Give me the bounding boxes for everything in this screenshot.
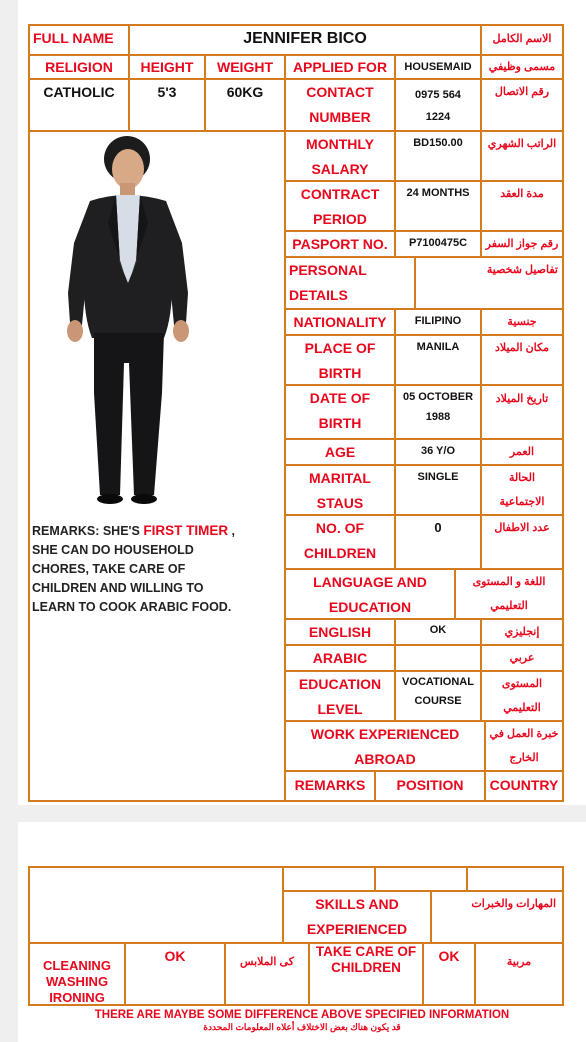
age-ar: العمر <box>509 446 535 458</box>
full-name-value: JENNIFER BICO <box>243 30 367 47</box>
arabic-label-cell <box>284 644 396 672</box>
pob-value: MANILA <box>416 341 460 353</box>
age-ar-cell <box>480 438 564 466</box>
passport-value-cell <box>394 230 482 258</box>
dob-value-line2: 1988 <box>425 411 451 423</box>
applied-for-value: HOUSEMAID <box>404 61 472 73</box>
dob-value-line1: 05 OCTOBER <box>402 391 474 403</box>
personal-ar-cell <box>414 256 564 310</box>
photo-left-shoe <box>97 494 123 504</box>
age-label: AGE <box>324 444 356 460</box>
photo-trousers <box>94 333 164 495</box>
remarks-col-cell <box>284 770 376 802</box>
p2-left-empty-cell <box>28 866 284 944</box>
country-col-cell <box>484 770 564 802</box>
full-name-ar-cell <box>480 24 564 56</box>
skills-label-cell <box>282 890 432 944</box>
pob-value-cell <box>394 334 482 386</box>
photo-right-hand <box>173 320 189 342</box>
children-value-cell <box>394 514 482 570</box>
footer-ar: قد يكون هناك بعض الاختلاف أعلاه المعلومات المحددة <box>203 1022 401 1032</box>
remarks-highlight: FIRST TIMER <box>143 523 229 538</box>
salary-ar: الراتب الشهري <box>487 138 557 150</box>
marital-value: SINGLE <box>417 471 459 483</box>
education-value-line1: VOCATIONAL <box>402 676 474 688</box>
dob-value-cell <box>394 384 482 440</box>
cleaning-label-line2: WASHING <box>45 974 109 989</box>
ironing-ar: كى الملابس <box>240 956 294 968</box>
lang-edu-ar-line2: التعليمي <box>490 600 528 612</box>
take-care-value: OK <box>438 948 460 964</box>
marital-ar-cell <box>480 464 564 516</box>
children-label-line2: CHILDREN <box>303 545 377 561</box>
marital-label-line2: STAUS <box>316 495 364 511</box>
contract-ar-cell <box>480 180 564 232</box>
dob-label-line1: DATE OF <box>309 390 371 406</box>
pob-label-cell <box>284 334 396 386</box>
full-name-label: FULL NAME <box>33 30 114 46</box>
work-ar-cell <box>484 720 564 772</box>
contract-label-line1: CONTRACT <box>300 186 380 202</box>
pob-ar: مكان الميلاد <box>494 342 549 354</box>
contact-label-line2: NUMBER <box>309 109 371 125</box>
english-value-cell <box>394 618 482 646</box>
salary-value: BD150.00 <box>413 137 463 149</box>
work-label-cell <box>284 720 486 772</box>
english-ar-cell <box>480 618 564 646</box>
remarks-prefix: REMARKS: SHE'S <box>32 524 144 538</box>
personal-label-line2: DETAILS <box>289 287 348 303</box>
education-ar-line1: المستوى <box>501 678 543 690</box>
cleaning-label-line1: CLEANING <box>43 958 111 973</box>
pob-ar-cell <box>480 334 564 386</box>
remarks-block <box>32 521 284 617</box>
remarks-line3: CHORES, TAKE CARE OF <box>32 562 186 576</box>
arabic-ar: عربي <box>509 652 535 664</box>
salary-label-line2: SALARY <box>311 161 369 177</box>
photo-left-hand <box>67 320 83 342</box>
education-value-line2: COURSE <box>414 695 462 707</box>
children-value: 0 <box>434 520 442 535</box>
contact-ar: رقم الاتصال <box>494 86 550 98</box>
applied-for-ar-cell <box>480 54 564 80</box>
pob-label-line2: BIRTH <box>318 365 362 381</box>
contact-label-cell <box>284 78 396 132</box>
weight-label: WEIGHT <box>217 59 273 75</box>
cleaning-value: OK <box>164 948 186 964</box>
applied-for-label-cell <box>284 54 396 80</box>
height-value-cell <box>128 78 206 132</box>
children-ar-cell <box>480 514 564 570</box>
english-value: OK <box>429 624 447 636</box>
dob-ar-cell <box>480 384 564 440</box>
education-label-cell <box>284 670 396 722</box>
salary-value-cell <box>394 130 482 182</box>
weight-value-cell <box>204 78 286 132</box>
age-value-cell <box>394 438 482 466</box>
remarks-col-header: REMARKS <box>294 777 366 793</box>
applied-for-ar: مسمى وظيفي <box>488 61 556 73</box>
education-ar-cell <box>480 670 564 722</box>
contact-value-line2: 1224 <box>425 111 451 123</box>
nationality-label: NATIONALITY <box>293 314 387 330</box>
skills-label-line2: EXPERIENCED <box>306 921 408 937</box>
salary-label-line1: MONTHLY <box>306 136 374 152</box>
contract-value: 24 MONTHS <box>406 187 470 199</box>
age-value: 36 Y/O <box>420 445 456 457</box>
nationality-value-cell <box>394 308 482 336</box>
children-ar: عدد الاطفال <box>494 522 550 534</box>
age-label-cell <box>284 438 396 466</box>
lang-edu-label-line2: EDUCATION <box>328 599 412 615</box>
contract-label-line2: PERIOD <box>313 211 367 227</box>
footer-en: THERE ARE MAYBE SOME DIFFERENCE ABOVE SPECIFIED INFORMATION <box>94 1009 510 1021</box>
english-label: ENGLISH <box>308 624 372 640</box>
applicant-photo <box>46 133 206 508</box>
lang-edu-ar-cell <box>454 568 564 620</box>
religion-label-cell <box>28 54 130 80</box>
dob-ar: تاريخ الميلاد <box>495 393 549 405</box>
contact-value-cell <box>394 78 482 132</box>
religion-value-cell <box>28 78 130 132</box>
passport-label: PASPORT NO. <box>292 236 388 252</box>
cleaning-label-line3: IRONING <box>49 990 105 1005</box>
applied-for-value-cell <box>394 54 482 80</box>
nationality-ar: جنسية <box>507 316 537 328</box>
remarks-line4: CHILDREN AND WILLING TO <box>32 581 204 595</box>
weight-label-cell <box>204 54 286 80</box>
religion-value: CATHOLIC <box>43 84 115 100</box>
children-label-cell <box>284 514 396 570</box>
p2-top-cell-b <box>374 866 468 892</box>
full-name-label-cell <box>28 24 130 56</box>
remarks-line1 <box>32 521 284 541</box>
photo-right-shoe <box>131 494 157 504</box>
height-label: HEIGHT <box>140 59 194 75</box>
marital-label-line1: MARITAL <box>309 470 371 486</box>
position-col-cell <box>374 770 486 802</box>
personal-ar: تفاصيل شخصية <box>486 264 558 276</box>
photo-neck <box>120 183 135 197</box>
passport-ar-cell <box>480 230 564 258</box>
p2-top-cell-a <box>282 866 376 892</box>
nationality-value: FILIPINO <box>414 315 462 327</box>
remarks-line2: SHE CAN DO HOUSEHOLD <box>32 543 194 557</box>
education-value-cell <box>394 670 482 722</box>
lang-edu-ar-line1: اللغة و المستوى <box>472 576 546 588</box>
full-name-value-cell <box>128 24 482 56</box>
personal-label-line1: PERSONAL <box>289 262 367 278</box>
skills-ar: المهارات والخبرات <box>471 898 556 910</box>
nationality-label-cell <box>284 308 396 336</box>
marital-value-cell <box>394 464 482 516</box>
nationality-ar-cell <box>480 308 564 336</box>
arabic-ar-cell <box>480 644 564 672</box>
remarks-line5: LEARN TO COOK ARABIC FOOD. <box>32 600 232 614</box>
page-2 <box>18 822 586 1042</box>
nanny-ar-cell <box>474 942 564 1006</box>
contact-label-line1: CONTACT <box>306 84 374 100</box>
english-ar: إنجليزي <box>504 626 540 638</box>
work-ar-line1: خبرة العمل في <box>489 728 559 740</box>
page-1 <box>18 0 586 805</box>
contract-label-cell <box>284 180 396 232</box>
passport-value: P7100475C <box>408 237 468 249</box>
marital-label-cell <box>284 464 396 516</box>
nanny-ar: مربية <box>506 956 532 968</box>
dob-label-line2: BIRTH <box>318 415 362 431</box>
work-ar-line2: الخارج <box>509 752 539 764</box>
religion-label: RELIGION <box>45 59 113 75</box>
lang-edu-label-cell <box>284 568 456 620</box>
ironing-ar-cell <box>224 942 310 1006</box>
english-label-cell <box>284 618 396 646</box>
contact-value-line1: 0975 564 <box>415 89 461 101</box>
work-label-line1: WORK EXPERIENCED <box>310 726 460 742</box>
applied-for-label: APPLIED FOR <box>292 59 388 75</box>
lang-edu-label-line1: LANGUAGE AND <box>313 574 427 590</box>
height-value: 5'3 <box>157 84 177 100</box>
contract-ar: مدة العقد <box>500 188 544 200</box>
work-label-line2: ABROAD <box>354 751 416 767</box>
education-ar-line2: التعليمي <box>503 702 541 714</box>
country-col-header: COUNTRY <box>489 777 559 793</box>
salary-ar-cell <box>480 130 564 182</box>
contract-value-cell <box>394 180 482 232</box>
salary-label-cell <box>284 130 396 182</box>
cleaning-label-cell <box>28 942 126 1006</box>
arabic-value-cell <box>394 644 482 672</box>
cleaning-value-cell <box>124 942 226 1006</box>
take-care-value-cell <box>422 942 476 1006</box>
dob-label-cell <box>284 384 396 440</box>
education-label-line1: EDUCATION <box>298 676 382 692</box>
weight-value: 60KG <box>226 84 264 100</box>
education-label-line2: LEVEL <box>317 701 363 717</box>
full-name-ar: الاسم الكامل <box>492 33 552 45</box>
personal-label-cell <box>284 256 416 310</box>
remarks-suffix: , <box>228 524 236 538</box>
p2-top-cell-c <box>466 866 564 892</box>
take-care-label-cell <box>308 942 424 1006</box>
passport-label-cell <box>284 230 396 258</box>
children-label-line1: NO. OF <box>315 520 365 536</box>
take-care-label-line2: CHILDREN <box>331 960 401 975</box>
contact-ar-cell <box>480 78 564 132</box>
pob-label-line1: PLACE OF <box>304 340 376 356</box>
skills-ar-cell <box>430 890 564 944</box>
passport-ar: رقم جواز السفر <box>485 238 559 250</box>
take-care-label-line1: TAKE CARE OF <box>315 944 417 959</box>
arabic-label: ARABIC <box>312 650 368 666</box>
marital-ar-line2: الاجتماعية <box>499 496 545 508</box>
marital-ar-line1: الحالة <box>508 472 536 484</box>
height-label-cell <box>128 54 206 80</box>
position-col-header: POSITION <box>396 777 464 793</box>
skills-label-line1: SKILLS AND <box>315 896 399 912</box>
